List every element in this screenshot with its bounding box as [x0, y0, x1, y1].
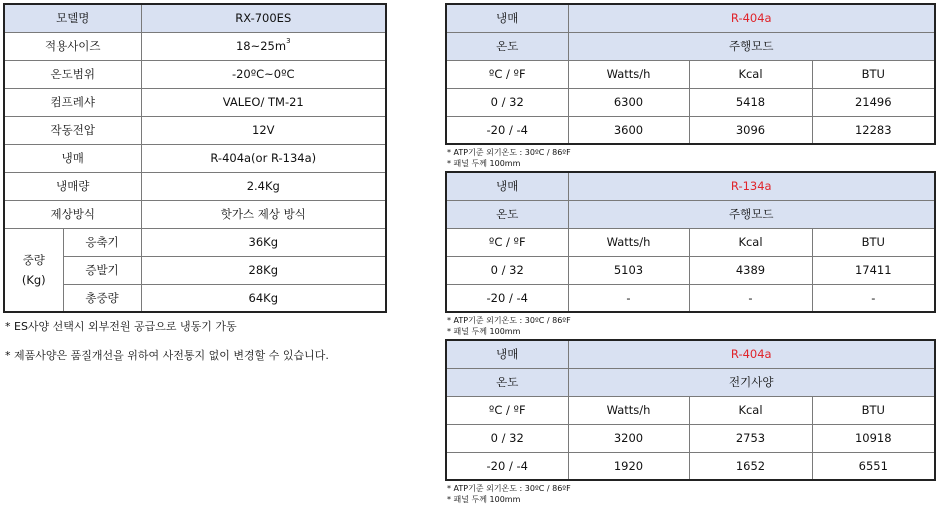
btu-cell: 6551	[812, 452, 935, 480]
footnote-panel: * 패널 두께 100mm	[447, 495, 521, 504]
refrigerant-value: R-404a	[568, 340, 935, 368]
temp-cell: 0 / 32	[446, 424, 568, 452]
perf-table-3	[445, 339, 936, 481]
perf-table-1	[445, 3, 936, 145]
col-header: ºC / ºF	[446, 228, 568, 256]
refrigerant-value: R-404a	[568, 4, 935, 32]
kcal-cell: 1652	[689, 452, 812, 480]
btu-cell: 10918	[812, 424, 935, 452]
weight-value: 36Kg	[141, 228, 386, 256]
refrigerant-label: 냉매	[446, 340, 568, 368]
col-header: Watts/h	[568, 396, 689, 424]
mode-label: 전기사양	[568, 368, 935, 396]
watts-cell: 6300	[568, 88, 689, 116]
col-header: Kcal	[689, 228, 812, 256]
col-header: BTU	[812, 396, 935, 424]
weight-part-label: 총중량	[63, 284, 141, 312]
spec-label: 컴프레샤	[4, 88, 141, 116]
watts-cell: 3600	[568, 116, 689, 144]
col-header: Kcal	[689, 396, 812, 424]
spec-value: -20ºC~0ºC	[141, 60, 386, 88]
footnote-atp: * ATP기준 외기온도 : 30ºC / 86ºF	[447, 148, 571, 157]
spec-table	[3, 3, 387, 313]
temp-label: 온도	[446, 32, 568, 60]
kcal-cell: 3096	[689, 116, 812, 144]
col-header: Watts/h	[568, 60, 689, 88]
watts-cell: 1920	[568, 452, 689, 480]
mode-label: 주행모드	[568, 32, 935, 60]
spec-label: 제상방식	[4, 200, 141, 228]
refrigerant-label: 냉매	[446, 172, 568, 200]
spec-value: R-404a(or R-134a)	[141, 144, 386, 172]
note-es-option: * ES사양 선택시 외부전원 공급으로 냉동기 가동	[5, 320, 237, 333]
temp-cell: 0 / 32	[446, 88, 568, 116]
spec-value: 12V	[141, 116, 386, 144]
spec-label: 온도범위	[4, 60, 141, 88]
col-header: BTU	[812, 228, 935, 256]
footnote-panel: * 패널 두께 100mm	[447, 159, 521, 168]
kcal-cell: 4389	[689, 256, 812, 284]
col-header: ºC / ºF	[446, 396, 568, 424]
footnote-atp: * ATP기준 외기온도 : 30ºC / 86ºF	[447, 316, 571, 325]
spec-value: VALEO/ TM-21	[141, 88, 386, 116]
temp-cell: -20 / -4	[446, 116, 568, 144]
spec-label: 모델명	[4, 4, 141, 32]
weight-part-label: 응축기	[63, 228, 141, 256]
refrigerant-label: 냉매	[446, 4, 568, 32]
weight-part-label: 증발기	[63, 256, 141, 284]
kcal-cell: 2753	[689, 424, 812, 452]
temp-cell: -20 / -4	[446, 284, 568, 312]
footnote-atp: * ATP기준 외기온도 : 30ºC / 86ºF	[447, 484, 571, 493]
note-spec-change: * 제품사양은 품질개선을 위하여 사전통지 없이 변경할 수 있습니다.	[5, 349, 329, 362]
spec-value: $18\sim 25m^3$	[141, 32, 386, 60]
col-header: Kcal	[689, 60, 812, 88]
col-header: BTU	[812, 60, 935, 88]
kcal-cell: 5418	[689, 88, 812, 116]
btu-cell: 21496	[812, 88, 935, 116]
footnote-panel: * 패널 두께 100mm	[447, 327, 521, 336]
btu-cell: -	[812, 284, 935, 312]
temp-label: 온도	[446, 368, 568, 396]
spec-label: 냉매량	[4, 172, 141, 200]
temp-cell: -20 / -4	[446, 452, 568, 480]
spec-value: 2.4Kg	[141, 172, 386, 200]
btu-cell: 12283	[812, 116, 935, 144]
weight-label: 중량 (Kg)	[4, 228, 63, 312]
spec-label: 적용사이즈	[4, 32, 141, 60]
temp-label: 온도	[446, 200, 568, 228]
col-header: Watts/h	[568, 228, 689, 256]
weight-value: 64Kg	[141, 284, 386, 312]
spec-label: 냉매	[4, 144, 141, 172]
mode-label: 주행모드	[568, 200, 935, 228]
kcal-cell: -	[689, 284, 812, 312]
temp-cell: 0 / 32	[446, 256, 568, 284]
col-header: ºC / ºF	[446, 60, 568, 88]
watts-cell: 5103	[568, 256, 689, 284]
spec-value: 핫가스 제상 방식	[141, 200, 386, 228]
refrigerant-value: R-134a	[568, 172, 935, 200]
spec-value: RX-700ES	[141, 4, 386, 32]
spec-label: 작동전압	[4, 116, 141, 144]
watts-cell: -	[568, 284, 689, 312]
perf-table-2	[445, 171, 936, 313]
watts-cell: 3200	[568, 424, 689, 452]
weight-value: 28Kg	[141, 256, 386, 284]
btu-cell: 17411	[812, 256, 935, 284]
